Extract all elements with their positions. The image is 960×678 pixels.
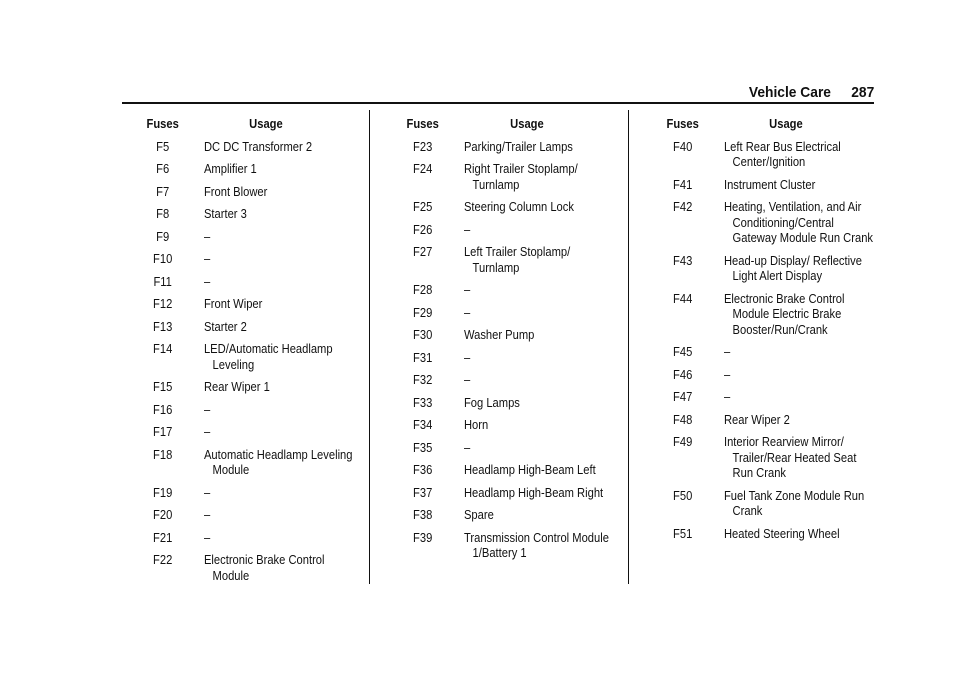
fuse-usage-cell bbox=[195, 184, 355, 200]
table-row bbox=[130, 161, 355, 177]
fuse-usage-cell bbox=[195, 319, 355, 335]
fuse-usage: – bbox=[203, 529, 211, 545]
fuse-usage-cell bbox=[455, 305, 617, 321]
fuse-id: F47 bbox=[673, 389, 693, 404]
fuse-usage: Left Rear Bus Electrical Center/Ignition bbox=[723, 138, 841, 169]
fuse-usage-cell bbox=[195, 139, 355, 155]
fuse-id: F29 bbox=[413, 304, 433, 320]
fuse-id: F34 bbox=[413, 417, 433, 432]
fuse-usage: LED/Automatic Headlamp Leveling bbox=[203, 341, 333, 372]
table-row bbox=[390, 485, 617, 501]
fuse-usage-cell bbox=[715, 139, 875, 170]
fuse-usage: – bbox=[723, 366, 731, 382]
fuse-usage-cell bbox=[195, 447, 355, 478]
fuse-usage-cell bbox=[455, 282, 617, 298]
fuse-usage-cell bbox=[195, 161, 355, 177]
table-row bbox=[650, 434, 875, 481]
fuse-usage: Steering Column Lock bbox=[463, 199, 574, 214]
fuse-id: F41 bbox=[673, 176, 693, 192]
fuse-id: F18 bbox=[153, 446, 173, 462]
table-row bbox=[650, 389, 875, 405]
table-row bbox=[390, 507, 617, 523]
table-row bbox=[650, 139, 875, 170]
fuse-id: F11 bbox=[153, 273, 172, 289]
fuse-usage-cell bbox=[715, 177, 875, 193]
table-row bbox=[650, 291, 875, 338]
table-row bbox=[650, 488, 875, 519]
table-row bbox=[390, 530, 617, 561]
fuse-id: F23 bbox=[413, 138, 433, 154]
fuse-usage: Washer Pump bbox=[463, 327, 535, 342]
fuse-id: F20 bbox=[153, 507, 173, 522]
fuse-usage: Instrument Cluster bbox=[723, 176, 816, 192]
fuse-id: F40 bbox=[673, 138, 693, 154]
table-header bbox=[130, 116, 355, 132]
fuse-usage-cell bbox=[715, 199, 875, 246]
table-row bbox=[650, 253, 875, 284]
fuse-usage: Headlamp High-Beam Left bbox=[463, 462, 596, 477]
page-header bbox=[749, 84, 874, 101]
usage-header: Usage bbox=[249, 116, 283, 131]
table-row bbox=[130, 229, 355, 245]
fuse-usage-cell bbox=[455, 462, 617, 478]
fuse-usage: – bbox=[203, 507, 211, 522]
fuse-usage: Parking/Trailer Lamps bbox=[463, 138, 573, 154]
fuse-usage-cell bbox=[715, 253, 875, 284]
fuse-id: F9 bbox=[156, 228, 170, 244]
fuse-usage-cell bbox=[195, 552, 355, 583]
fuse-usage-cell bbox=[455, 507, 617, 523]
table-row bbox=[390, 417, 617, 433]
table-row bbox=[130, 319, 355, 335]
fuse-id: F50 bbox=[673, 487, 693, 503]
table-row bbox=[130, 206, 355, 222]
fuse-usage-cell bbox=[195, 206, 355, 222]
fuse-id: F46 bbox=[673, 366, 693, 382]
fuse-usage-cell bbox=[715, 291, 875, 338]
fuse-usage: Headlamp High-Beam Right bbox=[463, 484, 604, 500]
fuse-table-column-2 bbox=[390, 116, 618, 568]
fuse-usage: Amplifier 1 bbox=[203, 161, 257, 176]
fuse-id: F28 bbox=[413, 282, 433, 297]
table-row bbox=[130, 402, 355, 418]
fuse-usage: Front Wiper bbox=[203, 296, 263, 311]
table-row bbox=[390, 282, 617, 298]
table-row bbox=[130, 530, 355, 546]
fuse-usage: Rear Wiper 2 bbox=[723, 411, 790, 427]
fuse-usage-cell bbox=[715, 434, 875, 481]
table-row bbox=[650, 177, 875, 193]
fuse-usage-cell bbox=[715, 412, 875, 428]
fuse-id: F24 bbox=[413, 161, 433, 176]
fuse-id: F49 bbox=[673, 434, 693, 449]
column-divider bbox=[369, 110, 370, 584]
fuse-id: F39 bbox=[413, 529, 433, 545]
table-row bbox=[390, 395, 617, 411]
fuse-id: F13 bbox=[153, 318, 173, 334]
column-divider bbox=[628, 110, 629, 584]
fuse-usage-cell bbox=[715, 344, 875, 360]
fuse-usage-cell bbox=[195, 379, 355, 395]
table-row bbox=[390, 199, 617, 215]
fuse-usage: – bbox=[203, 228, 211, 244]
table-row bbox=[390, 462, 617, 478]
fuse-usage: Electronic Brake Control Module bbox=[203, 552, 325, 583]
fuse-usage-cell bbox=[455, 244, 617, 275]
table-row bbox=[390, 327, 617, 343]
fuses-header: Fuses bbox=[406, 116, 439, 131]
fuse-usage-cell bbox=[455, 161, 617, 192]
fuse-usage-cell bbox=[455, 350, 617, 366]
fuse-usage-cell bbox=[195, 530, 355, 546]
fuse-usage-cell bbox=[455, 222, 617, 238]
fuse-id: F22 bbox=[153, 552, 173, 567]
fuse-id: F21 bbox=[153, 529, 173, 545]
page-number: 287 bbox=[850, 84, 874, 101]
fuse-id: F12 bbox=[153, 296, 173, 311]
table-row bbox=[130, 447, 355, 478]
table-row bbox=[390, 440, 617, 456]
fuse-usage-cell bbox=[715, 389, 875, 405]
fuse-id: F48 bbox=[673, 411, 693, 427]
fuse-usage-cell bbox=[455, 485, 617, 501]
fuse-id: F8 bbox=[156, 206, 170, 221]
table-header bbox=[390, 116, 617, 132]
table-row bbox=[130, 251, 355, 267]
fuse-id: F42 bbox=[673, 199, 693, 214]
fuse-usage: – bbox=[203, 484, 211, 500]
table-row bbox=[650, 344, 875, 360]
fuse-id: F45 bbox=[673, 344, 693, 359]
fuse-usage: – bbox=[463, 349, 471, 365]
fuse-id: F30 bbox=[413, 327, 433, 342]
fuse-table-column-3 bbox=[650, 116, 876, 548]
fuse-usage-cell bbox=[455, 372, 617, 388]
fuse-usage: Spare bbox=[463, 507, 494, 522]
fuse-id: F38 bbox=[413, 507, 433, 522]
fuse-usage-cell bbox=[195, 229, 355, 245]
fuse-usage-cell bbox=[195, 402, 355, 418]
table-row bbox=[390, 244, 617, 275]
fuse-id: F27 bbox=[413, 244, 433, 259]
table-row bbox=[130, 341, 355, 372]
table-row bbox=[650, 367, 875, 383]
table-row bbox=[390, 305, 617, 321]
table-row bbox=[130, 552, 355, 583]
fuse-usage-cell bbox=[455, 440, 617, 456]
header-rule bbox=[122, 102, 874, 104]
fuse-usage-cell bbox=[195, 341, 355, 372]
fuse-id: F10 bbox=[153, 251, 173, 266]
fuse-usage: – bbox=[463, 304, 471, 320]
fuse-usage-cell bbox=[455, 139, 617, 155]
fuse-usage-cell bbox=[715, 367, 875, 383]
fuse-usage: Automatic Headlamp Leveling Module bbox=[203, 446, 353, 477]
table-row bbox=[390, 139, 617, 155]
fuse-usage: – bbox=[463, 282, 471, 297]
fuse-usage: Front Blower bbox=[203, 183, 268, 199]
fuse-usage: Heated Steering Wheel bbox=[723, 525, 840, 541]
fuse-id: F6 bbox=[156, 161, 170, 176]
table-row bbox=[130, 424, 355, 440]
fuse-id: F19 bbox=[153, 484, 173, 500]
fuse-id: F15 bbox=[153, 379, 173, 394]
fuse-usage: Left Trailer Stoplamp/ Turnlamp bbox=[463, 244, 571, 275]
fuse-id: F31 bbox=[413, 349, 433, 365]
fuse-usage-cell bbox=[195, 507, 355, 523]
fuse-usage-cell bbox=[455, 417, 617, 433]
fuse-table-column-1 bbox=[130, 116, 356, 590]
fuse-usage: Starter 2 bbox=[203, 318, 247, 334]
table-row bbox=[130, 379, 355, 395]
table-row bbox=[650, 199, 875, 246]
fuse-id: F51 bbox=[673, 525, 693, 541]
table-row bbox=[130, 485, 355, 501]
section-title: Vehicle Care bbox=[748, 84, 831, 101]
table-row bbox=[390, 372, 617, 388]
table-row bbox=[650, 412, 875, 428]
fuse-id: F25 bbox=[413, 199, 433, 214]
fuse-id: F16 bbox=[153, 401, 173, 417]
fuse-usage: – bbox=[463, 221, 471, 237]
fuse-id: F43 bbox=[673, 252, 693, 268]
fuse-id: F35 bbox=[413, 439, 433, 455]
fuse-usage: – bbox=[203, 273, 211, 289]
fuse-usage-cell bbox=[455, 199, 617, 215]
fuse-id: F36 bbox=[413, 462, 433, 477]
fuse-usage-cell bbox=[195, 296, 355, 312]
table-row bbox=[390, 350, 617, 366]
fuse-id: F5 bbox=[156, 138, 170, 154]
fuse-usage: Fuel Tank Zone Module Run Crank bbox=[723, 487, 865, 518]
fuse-usage-cell bbox=[455, 530, 617, 561]
table-row bbox=[130, 296, 355, 312]
table-row bbox=[650, 526, 875, 542]
fuse-id: F14 bbox=[153, 341, 173, 356]
fuse-usage-cell bbox=[195, 485, 355, 501]
fuse-id: F7 bbox=[156, 183, 170, 199]
table-row bbox=[130, 184, 355, 200]
fuse-usage-cell bbox=[715, 488, 875, 519]
fuse-id: F32 bbox=[413, 372, 433, 387]
table-row bbox=[130, 274, 355, 290]
fuse-usage: – bbox=[463, 372, 471, 387]
table-row bbox=[130, 507, 355, 523]
fuse-usage: Electronic Brake Control Module Electric Brake Booster/Run/Crank bbox=[723, 290, 845, 337]
fuse-usage: – bbox=[203, 251, 211, 266]
fuse-id: F37 bbox=[413, 484, 433, 500]
fuse-usage-cell bbox=[455, 327, 617, 343]
fuse-usage: Horn bbox=[463, 417, 489, 432]
table-header bbox=[650, 116, 875, 132]
fuse-usage-cell bbox=[715, 526, 875, 542]
fuse-usage: Interior Rearview Mirror/ Trailer/Rear Heated Seat Run Crank bbox=[723, 434, 857, 480]
fuse-usage: Rear Wiper 1 bbox=[203, 379, 270, 394]
usage-header: Usage bbox=[510, 116, 544, 131]
fuse-usage: DC DC Transformer 2 bbox=[203, 138, 313, 154]
fuse-id: F26 bbox=[413, 221, 433, 237]
fuse-id: F17 bbox=[153, 424, 173, 439]
fuse-id: F33 bbox=[413, 394, 433, 410]
fuse-usage: – bbox=[723, 389, 731, 404]
fuse-usage: Right Trailer Stoplamp/ Turnlamp bbox=[463, 161, 578, 192]
fuse-usage: – bbox=[723, 344, 731, 359]
fuse-usage: – bbox=[203, 401, 211, 417]
fuse-usage: Heating, Ventilation, and Air Conditioning/Central Gateway Module Run Crank bbox=[723, 199, 874, 245]
fuses-header: Fuses bbox=[146, 116, 179, 131]
fuse-usage-cell bbox=[195, 274, 355, 290]
fuse-usage: – bbox=[463, 439, 471, 455]
fuses-header: Fuses bbox=[666, 116, 699, 131]
fuse-usage-cell bbox=[195, 424, 355, 440]
fuse-id: F44 bbox=[673, 290, 693, 306]
table-row bbox=[390, 161, 617, 192]
fuse-usage: Head-up Display/ Reflective Light Alert Display bbox=[723, 252, 862, 283]
fuse-usage: Fog Lamps bbox=[463, 394, 520, 410]
fuse-usage-cell bbox=[195, 251, 355, 267]
fuse-usage: Transmission Control Module 1/Battery 1 bbox=[463, 529, 609, 560]
fuse-usage: Starter 3 bbox=[203, 206, 247, 221]
fuse-usage: – bbox=[203, 424, 211, 439]
table-row bbox=[390, 222, 617, 238]
table-row bbox=[130, 139, 355, 155]
usage-header: Usage bbox=[769, 116, 803, 131]
fuse-usage-cell bbox=[455, 395, 617, 411]
